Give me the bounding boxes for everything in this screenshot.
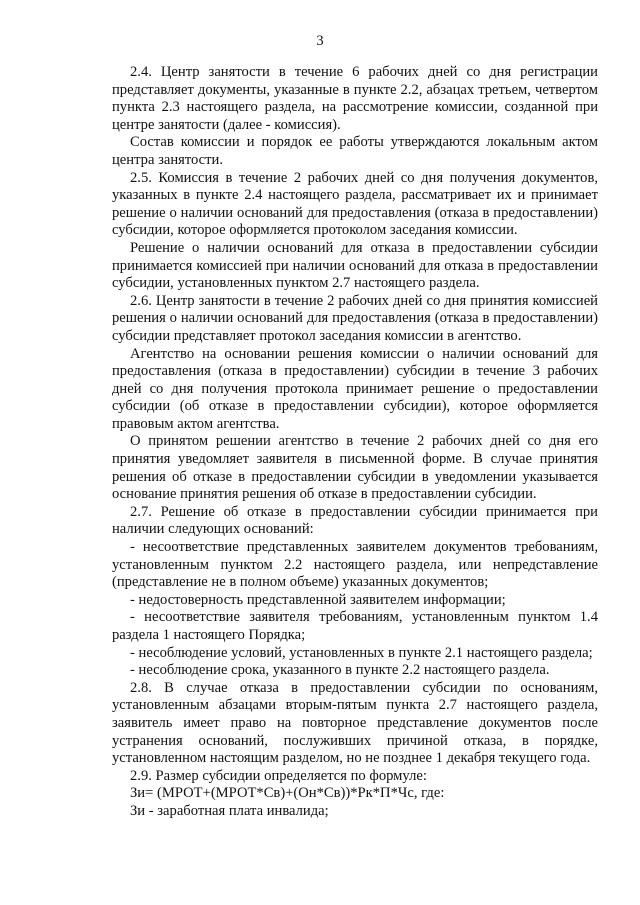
paragraph-refusal-decision: Решение о наличии оснований для отказа в предоставлении субсидии принимается комиссией при наличии оснований для отказа в предоставлении субсидии, установленных пунктом 2.7 настоящего раздела.: [112, 239, 598, 292]
paragraph-2-4: 2.4. Центр занятости в течение 6 рабочих дней со дня регистрации представляет документы, указанные в пункте 2.2, абзацах третьем, четвертом пункта 2.3 настоящего раздела, на рассмотрение комиссии, созданной при центре занятости (далее - комиссия).: [112, 64, 598, 133]
paragraph-2-7: 2.7. Решение об отказе в предоставлении субсидии принимается при наличии следующих оснований:: [112, 503, 598, 538]
paragraph-2-5: 2.5. Комиссия в течение 2 рабочих дней со дня получения документов, указанных в пункте 2.4 настоящего раздела, рассматривает их и принимает решение о наличии оснований для предоставления (отказа в предоставлении) субсидии, которое оформляется протоколом заседания комиссии.: [112, 169, 598, 239]
paragraph-2-8: 2.8. В случае отказа в предоставлении субсидии по основаниям, установленным абзацами вторым-пятым пункта 2.7 настоящего раздела, заявитель имеет право на повторное представление документов после устранения оснований, послуживших причиной отказа, в порядке, установленном настоящим разделом, но не позднее 1 декабря текущего года.: [112, 679, 598, 767]
refusal-ground-deadline: - несоблюдение срока, указанного в пункте 2.2 настоящего раздела.: [130, 662, 550, 679]
paragraph-agency-decision: Агентство на основании решения комиссии о наличии оснований для предоставления (отказа в предоставлении) субсидии в течение 3 рабочих дней со дня получения протокола принимает решение о предоставлении субсидии (об отказе в предоставлении субсидии), которое оформляется правовым актом агентства.: [112, 345, 598, 432]
paragraph-2-9: 2.9. Размер субсидии определяется по формуле:: [130, 767, 427, 784]
page-number: 3: [316, 33, 324, 49]
paragraph-2-6: 2.6. Центр занятости в течение 2 рабочих дней со дня принятия комиссией решения о наличии оснований для предоставления (отказа в предоставлении) субсидии представляет протокол заседания комиссии в агентство.: [112, 292, 598, 344]
document-body: [112, 64, 598, 821]
subsidy-formula: Зи= (МРОТ+(МРОТ*Св)+(Он*Св))*Рк*П*Чс, где:: [130, 785, 445, 802]
refusal-ground-conditions: - несоблюдение условий, установленных в пункте 2.1 настоящего раздела;: [130, 644, 593, 661]
paragraph-commission-composition: Состав комиссии и порядок ее работы утверждаются локальным актом центра занятости.: [112, 134, 598, 168]
formula-definition-zi: Зи - заработная плата инвалида;: [130, 802, 329, 819]
refusal-ground-documents: - несоответствие представленных заявителем документов требованиям, установленным пунктом 2.2 настоящего раздела, или непредставление (представление не в полном объеме) указанных документов;: [112, 539, 598, 591]
refusal-ground-requirements: - несоответствие заявителя требованиям, установленным пунктом 1.4 раздела 1 настоящего Порядка;: [112, 609, 598, 643]
refusal-ground-false-info: - недостоверность представленной заявителем информации;: [130, 591, 506, 608]
paragraph-notification: О принятом решении агентство в течение 2 рабочих дней со дня его принятия уведомляет заявителя в письменной форме. В случае принятия решения об отказе в предоставлении субсидии в уведомлении указывается основание принятия решения об отказе в предоставлении субсидии.: [112, 433, 598, 503]
